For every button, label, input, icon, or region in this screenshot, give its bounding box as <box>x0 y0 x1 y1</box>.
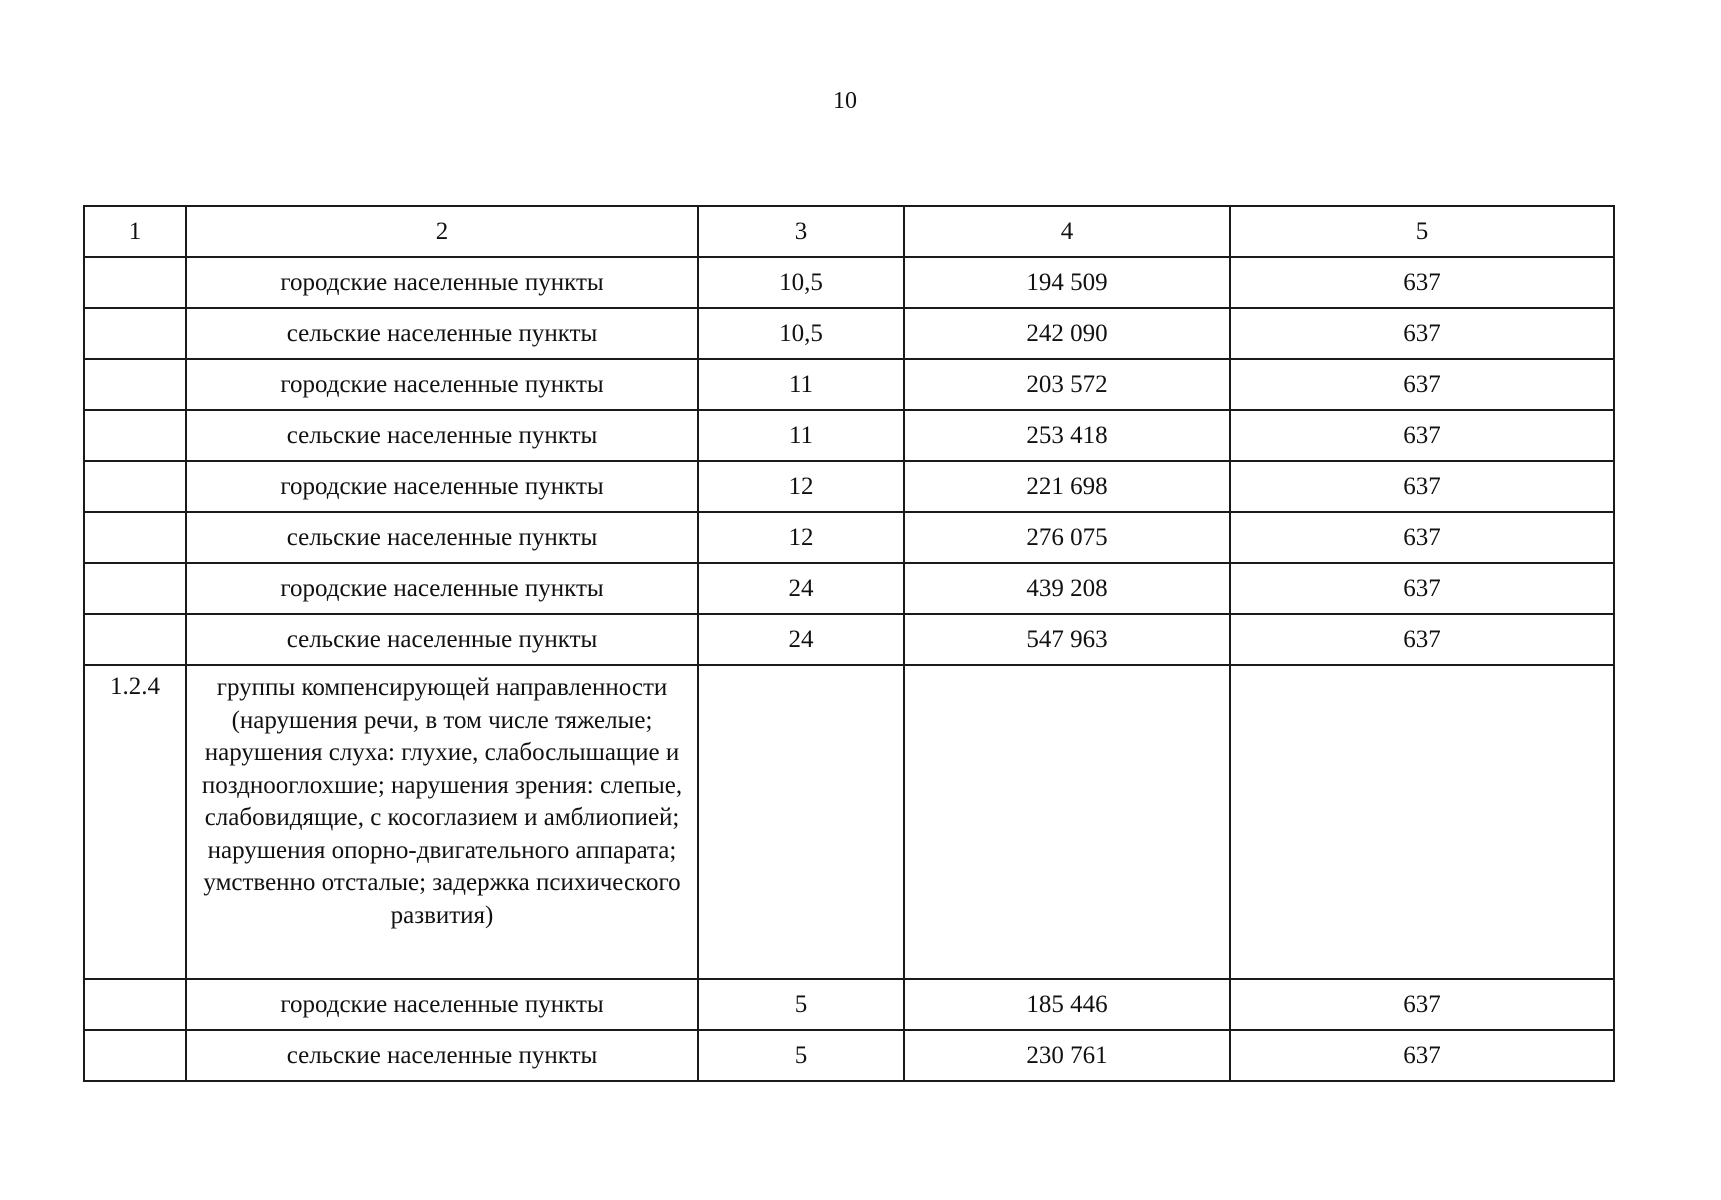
group-col3-cell <box>698 665 904 979</box>
code-cell <box>84 1030 186 1081</box>
code-cell <box>84 512 186 563</box>
header-cell-2: 2 <box>186 206 698 257</box>
col5-cell: 637 <box>1230 1030 1614 1081</box>
name-cell: сельские населенные пункты <box>186 614 698 665</box>
table-row <box>84 979 1614 1030</box>
table-row <box>84 410 1614 461</box>
table-header-row <box>84 206 1614 257</box>
col3-cell: 24 <box>698 614 904 665</box>
code-cell <box>84 614 186 665</box>
header-cell-1: 1 <box>84 206 186 257</box>
col5-cell: 637 <box>1230 563 1614 614</box>
page-number: 10 <box>833 88 857 114</box>
data-table <box>83 205 1615 1082</box>
table-row <box>84 512 1614 563</box>
table-row <box>84 614 1614 665</box>
col3-cell: 10,5 <box>698 308 904 359</box>
col3-cell: 10,5 <box>698 257 904 308</box>
code-cell <box>84 410 186 461</box>
name-cell: городские населенные пункты <box>186 563 698 614</box>
table-row <box>84 461 1614 512</box>
group-col4-cell <box>904 665 1230 979</box>
group-name-cell: группы компенсирующей направленности (нарушения речи, в том числе тяжелые; нарушения слуха: глухие, слабослышащие и позднооглохшие; нарушения зрения: слепые, слабовидящие, с косоглазием и амблиопией; нарушения опорно-двигательного аппарата; умственно отсталые; задержка психического развития) <box>186 665 698 979</box>
table-row <box>84 563 1614 614</box>
col4-cell: 439 208 <box>904 563 1230 614</box>
col4-cell: 194 509 <box>904 257 1230 308</box>
col5-cell: 637 <box>1230 359 1614 410</box>
name-cell: городские населенные пункты <box>186 461 698 512</box>
col5-cell: 637 <box>1230 614 1614 665</box>
header-cell-4: 4 <box>904 206 1230 257</box>
table-row <box>84 1030 1614 1081</box>
col3-cell: 5 <box>698 1030 904 1081</box>
col5-cell: 637 <box>1230 308 1614 359</box>
col4-cell: 230 761 <box>904 1030 1230 1081</box>
code-cell <box>84 979 186 1030</box>
col3-cell: 11 <box>698 359 904 410</box>
name-cell: городские населенные пункты <box>186 359 698 410</box>
name-cell: сельские населенные пункты <box>186 410 698 461</box>
code-cell <box>84 563 186 614</box>
group-col5-cell <box>1230 665 1614 979</box>
name-cell: городские населенные пункты <box>186 257 698 308</box>
col3-cell: 12 <box>698 512 904 563</box>
code-cell <box>84 257 186 308</box>
group-code-cell: 1.2.4 <box>84 665 186 979</box>
col4-cell: 547 963 <box>904 614 1230 665</box>
col4-cell: 221 698 <box>904 461 1230 512</box>
col3-cell: 11 <box>698 410 904 461</box>
col5-cell: 637 <box>1230 512 1614 563</box>
table-group-row <box>84 665 1614 979</box>
col3-cell: 24 <box>698 563 904 614</box>
col5-cell: 637 <box>1230 410 1614 461</box>
col5-cell: 637 <box>1230 979 1614 1030</box>
table-row <box>84 308 1614 359</box>
header-cell-5: 5 <box>1230 206 1614 257</box>
code-cell <box>84 461 186 512</box>
name-cell: сельские населенные пункты <box>186 308 698 359</box>
table-row <box>84 359 1614 410</box>
col3-cell: 12 <box>698 461 904 512</box>
col4-cell: 203 572 <box>904 359 1230 410</box>
code-cell <box>84 308 186 359</box>
name-cell: городские населенные пункты <box>186 979 698 1030</box>
col4-cell: 185 446 <box>904 979 1230 1030</box>
name-cell: сельские населенные пункты <box>186 512 698 563</box>
name-cell: сельские населенные пункты <box>186 1030 698 1081</box>
col4-cell: 276 075 <box>904 512 1230 563</box>
col3-cell: 5 <box>698 979 904 1030</box>
header-cell-3: 3 <box>698 206 904 257</box>
code-cell <box>84 359 186 410</box>
col5-cell: 637 <box>1230 461 1614 512</box>
table-row <box>84 257 1614 308</box>
col5-cell: 637 <box>1230 257 1614 308</box>
col4-cell: 253 418 <box>904 410 1230 461</box>
col4-cell: 242 090 <box>904 308 1230 359</box>
